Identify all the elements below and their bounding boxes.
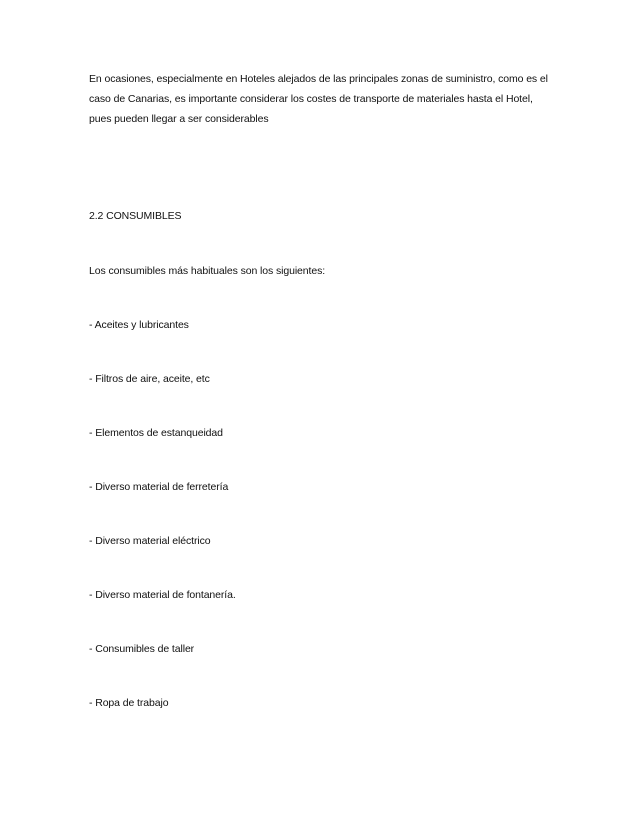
list-item: - Aceites y lubricantes xyxy=(89,319,189,331)
list-item: - Diverso material eléctrico xyxy=(89,535,211,547)
intro-line: caso de Canarias, es importante considerar los costes de transporte de materiales hasta el Hotel, xyxy=(89,93,533,105)
intro-paragraph xyxy=(89,69,548,129)
list-item: - Diverso material de ferretería xyxy=(89,481,229,493)
intro-line: En ocasiones, especialmente en Hoteles alejados de las principales zonas de suministro, como es el xyxy=(89,73,548,85)
list-item: - Consumibles de taller xyxy=(89,643,195,655)
section-lead: Los consumibles más habituales son los siguientes: xyxy=(89,265,326,277)
list-item: - Diverso material de fontanería. xyxy=(89,589,236,601)
intro-line: pues pueden llegar a ser considerables xyxy=(89,113,269,125)
list-item: - Ropa de trabajo xyxy=(89,697,169,709)
list-item: - Filtros de aire, aceite, etc xyxy=(89,373,210,385)
section-heading: 2.2 CONSUMIBLES xyxy=(89,210,182,222)
list-item: - Elementos de estanqueidad xyxy=(89,427,223,439)
